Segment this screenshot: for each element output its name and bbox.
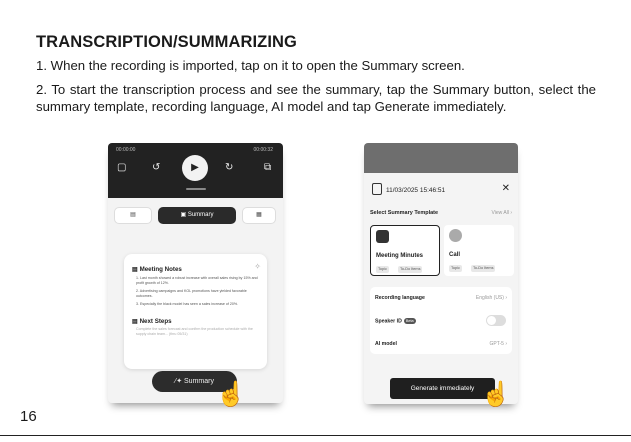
- tab-transcript[interactable]: ▤: [114, 207, 152, 224]
- tag-topic: Topic: [451, 266, 460, 270]
- note-1: 1. Last month showed a robust increase with overall sales rising by 15% and profit growth of 12%.: [136, 276, 258, 285]
- meeting-notes-heading: ▤ Meeting Notes: [132, 266, 182, 273]
- speaker-id-text: Speaker ID: [375, 318, 402, 325]
- pen-icon: [376, 230, 389, 243]
- template-select-phone: [364, 143, 518, 404]
- tap-hand-icon: ☝: [216, 381, 246, 408]
- play-button[interactable]: ▶: [182, 155, 208, 181]
- tab-mindmap[interactable]: ▦: [242, 207, 276, 224]
- recording-language-value: English (US): [475, 295, 504, 301]
- time-start: 00:00:00: [116, 147, 136, 153]
- summary-button-label: Summary: [184, 378, 214, 385]
- step-2-text: 2. To start the transcription process and see the summary, tap the Summary button, select the summary template, recording language, AI model and tap Generate immediately.: [36, 82, 596, 114]
- tag-todo: To-Do Items: [473, 266, 494, 270]
- bottom-rule: [0, 435, 631, 436]
- tag-topic: Topic: [378, 267, 387, 271]
- view-all-label: View All: [491, 210, 509, 216]
- time-end: 00:00:32: [253, 147, 273, 153]
- drag-handle[interactable]: [186, 188, 206, 190]
- section-heading: TRANSCRIPTION/SUMMARIZING: [36, 33, 297, 51]
- note-2: 2. Advertising campaigns and KOL promotions have yielded favorable outcomes.: [136, 289, 247, 298]
- view-tabs: [114, 207, 276, 225]
- phone-icon: [449, 229, 462, 242]
- step-1-text: 1. When the recording is imported, tap on it to open the Summary screen.: [36, 58, 465, 73]
- recording-icon: [372, 183, 382, 195]
- ai-model-label: AI model: [375, 341, 397, 347]
- note-3: 3. Especially the black model has seen a sales increase of 20%.: [136, 302, 239, 306]
- summary-card: [124, 254, 267, 369]
- recording-date: 11/03/2025 15:46:51: [386, 187, 446, 194]
- tab-summary[interactable]: [158, 207, 236, 224]
- tab-summary-label: Summary: [187, 212, 214, 218]
- view-all-link[interactable]: View All ›: [491, 210, 512, 216]
- beta-badge: Beta: [405, 319, 414, 323]
- close-icon[interactable]: ✕: [501, 183, 510, 194]
- summary-tab-icon: ▣: [180, 212, 188, 218]
- select-template-label: Select Summary Template: [370, 210, 439, 216]
- template-title: Meeting Minutes: [376, 253, 424, 259]
- speaker-id-label: [375, 318, 416, 324]
- template-meeting-minutes[interactable]: [370, 225, 440, 276]
- speaker-id-toggle[interactable]: [486, 315, 506, 326]
- next-steps-heading: ▤ Next Steps: [132, 318, 172, 325]
- player-bar: [108, 143, 283, 198]
- dimmed-player-bar: [364, 143, 518, 173]
- template-call[interactable]: [444, 225, 514, 276]
- rewind-15-icon[interactable]: ↺: [152, 162, 161, 173]
- ai-model-select[interactable]: GPT-5 ›: [489, 341, 507, 347]
- magic-wand-icon: ⁄✦: [175, 378, 185, 385]
- meeting-notes-label: Meeting Notes: [139, 266, 182, 273]
- template-title: Call: [449, 252, 461, 258]
- next-step-1: Complete the sales forecast and confirm the production schedule with the supply chain team... (thru 05/31): [136, 327, 253, 336]
- forward-15-icon[interactable]: ↻: [225, 162, 234, 173]
- recording-language-select[interactable]: English (US) ›: [475, 295, 507, 301]
- crop-icon[interactable]: ⧉: [264, 162, 272, 173]
- ai-model-value: GPT-5: [489, 341, 504, 347]
- sparkle-icon: ✧: [254, 262, 261, 271]
- summary-screen-phone: [108, 143, 283, 403]
- recording-language-label: Recording language: [375, 295, 425, 301]
- tag-todo: To-Do Items: [400, 267, 421, 271]
- next-steps-label: Next Steps: [139, 318, 172, 325]
- settings-list: [370, 287, 512, 354]
- tap-hand-icon: ☝: [481, 381, 511, 408]
- speed-icon[interactable]: ▢: [117, 162, 127, 173]
- page-number: 16: [20, 408, 37, 425]
- generate-button[interactable]: Generate immediately: [390, 378, 495, 399]
